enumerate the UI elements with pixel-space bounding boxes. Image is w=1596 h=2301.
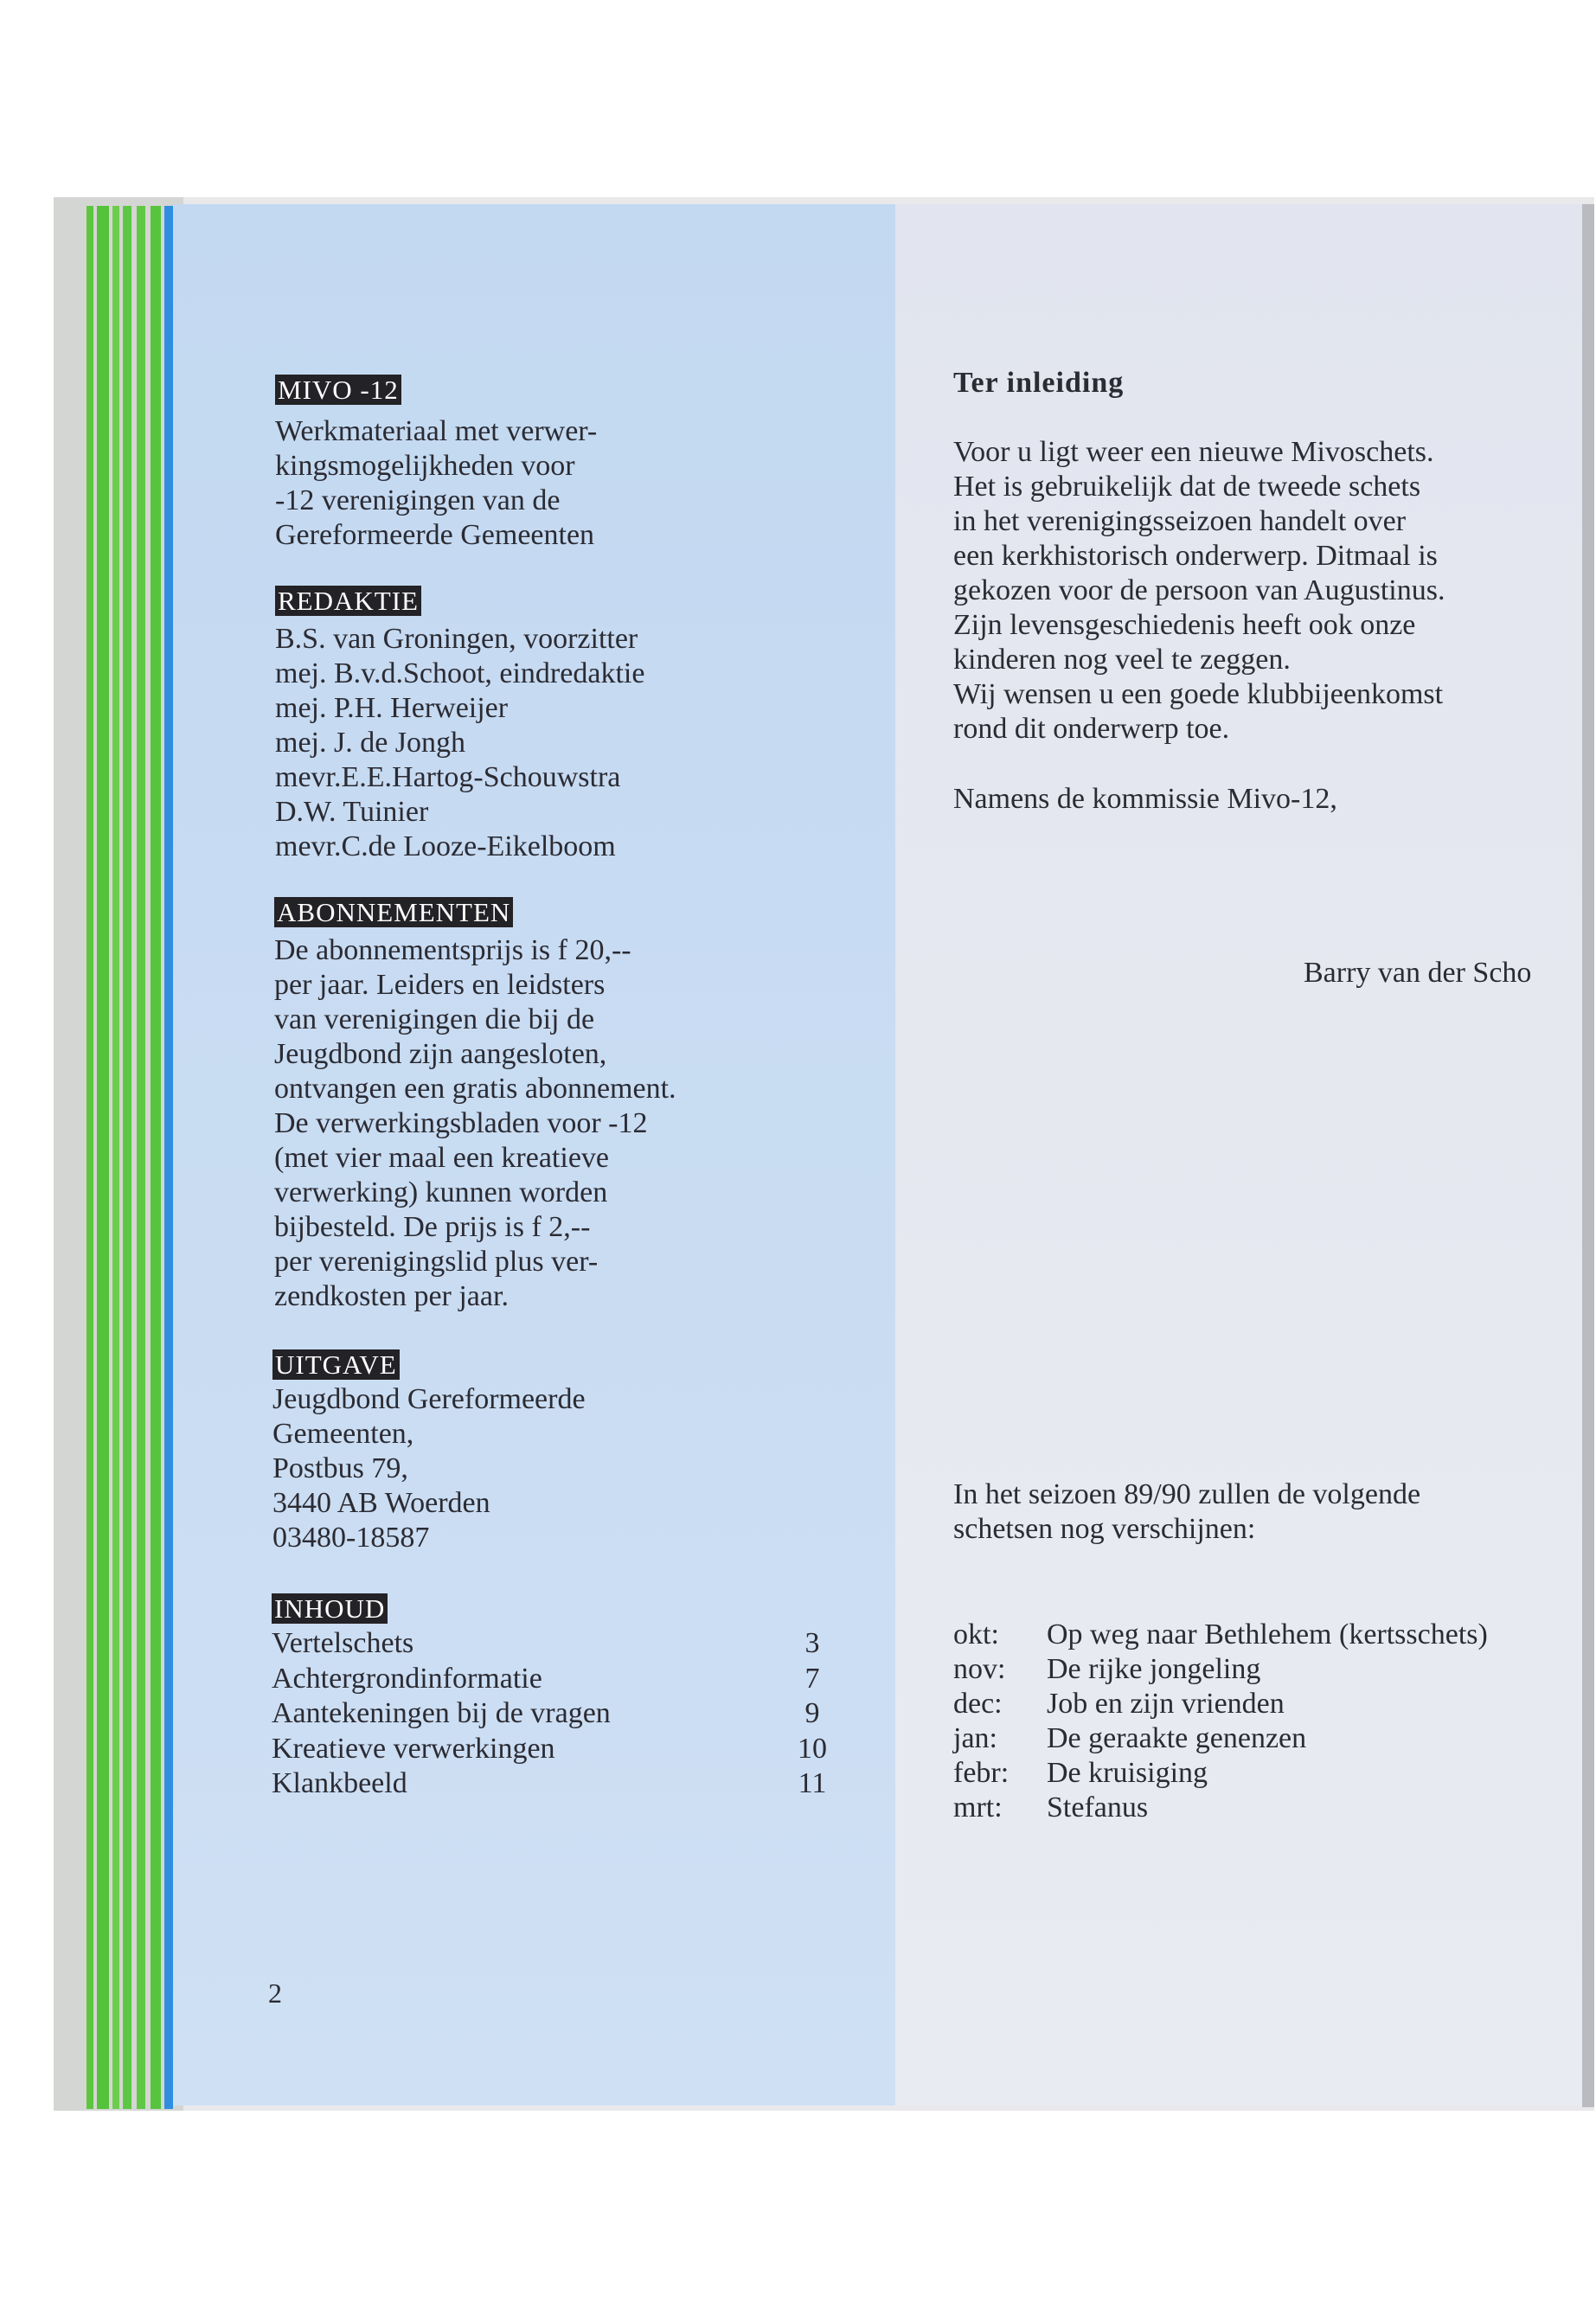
- schedule-month: dec:: [953, 1688, 1003, 1720]
- redaktie-member: B.S. van Groningen, voorzitter: [275, 623, 638, 655]
- schedule-row: [953, 1756, 1488, 1791]
- redaktie-heading: REDAKTIE: [275, 586, 421, 616]
- intro-line: Zijn levensgeschiedenis heeft ook onze: [953, 609, 1416, 641]
- schedule-list: [953, 1618, 1488, 1825]
- schedule-month: jan:: [953, 1722, 997, 1754]
- schedule-row: [953, 1687, 1488, 1721]
- inhoud-heading: INHOUD: [272, 1593, 388, 1624]
- intro-title: Ter inleiding: [953, 367, 1125, 399]
- page-edge-strip: [97, 206, 109, 2109]
- abonnementen-line: ontvangen een gratis abonnement.: [274, 1073, 676, 1105]
- toc-page: 3: [804, 1627, 820, 1659]
- schedule-row: [953, 1618, 1488, 1652]
- mivo-line: kingsmogelijkheden voor: [275, 450, 575, 482]
- toc-page: 11: [798, 1767, 827, 1799]
- right-page-edge: [1582, 204, 1594, 2107]
- intro-line: rond dit onderwerp toe.: [953, 713, 1230, 745]
- abonnementen-line: per jaar. Leiders en leidsters: [274, 969, 606, 1001]
- page-edge-strip: [151, 206, 161, 2109]
- toc-row: [272, 1696, 834, 1732]
- intro-line: Het is gebruikelijk dat de tweede schets: [953, 471, 1421, 503]
- uitgave-heading: UITGAVE: [272, 1349, 400, 1380]
- uitgave-line: Postbus 79,: [272, 1452, 408, 1484]
- page-number: 2: [268, 1977, 282, 2009]
- abonnementen-line: Jeugdbond zijn aangesloten,: [274, 1038, 607, 1070]
- page-edge-strip: [87, 206, 93, 2109]
- redaktie-member: mevr.C.de Looze-Eikelboom: [275, 830, 616, 862]
- page-edge-strip: [137, 206, 145, 2109]
- intro-line: Voor u ligt weer een nieuwe Mivoschets.: [953, 436, 1434, 468]
- redaktie-member: mej. B.v.d.Schoot, eindredaktie: [275, 657, 645, 689]
- toc-page: 7: [804, 1662, 820, 1695]
- toc-page: 9: [804, 1697, 820, 1729]
- mivo-line: -12 verenigingen van de: [275, 484, 561, 516]
- toc-label: Klankbeeld: [272, 1767, 407, 1799]
- intro-line: kinderen nog veel te zeggen.: [953, 644, 1291, 676]
- redaktie-member: mevr.E.E.Hartog-Schouwstra: [275, 761, 621, 793]
- abonnementen-line: zendkosten per jaar.: [274, 1280, 509, 1312]
- intro-line: een kerkhistorisch onderwerp. Ditmaal is: [953, 540, 1438, 572]
- abonnementen-line: van verenigingen die bij de: [274, 1003, 595, 1035]
- schedule-title: Stefanus: [1047, 1791, 1149, 1823]
- page-edge-strip: [112, 206, 119, 2109]
- uitgave-line: 3440 AB Woerden: [272, 1487, 490, 1519]
- schedule-month: febr:: [953, 1757, 1010, 1789]
- schedule-title: De rijke jongeling: [1047, 1653, 1261, 1685]
- schedule-title: Job en zijn vrienden: [1047, 1688, 1285, 1720]
- redaktie-member: mej. J. de Jongh: [275, 727, 466, 759]
- intro-line: in het verenigingsseizoen handelt over: [953, 505, 1407, 537]
- page-edge-strip-blue: [164, 206, 173, 2109]
- season-intro-line: In het seizoen 89/90 zullen de volgende: [953, 1478, 1421, 1510]
- abonnementen-line: per verenigingslid plus ver-: [274, 1246, 599, 1278]
- mivo-line: Gereformeerde Gemeenten: [275, 519, 595, 551]
- schedule-month: okt:: [953, 1618, 999, 1650]
- abonnementen-line: bijbesteld. De prijs is f 2,--: [274, 1211, 591, 1243]
- mivo-line: Werkmateriaal met verwer-: [275, 415, 598, 447]
- toc-page: 10: [798, 1732, 827, 1765]
- toc-label: Achtergrondinformatie: [272, 1662, 542, 1695]
- uitgave-line: 03480-18587: [272, 1522, 430, 1554]
- toc-label: Aantekeningen bij de vragen: [272, 1697, 611, 1729]
- uitgave-line: Gemeenten,: [272, 1418, 414, 1450]
- abonnementen-heading: ABONNEMENTEN: [274, 897, 513, 927]
- toc-label: Kreatieve verwerkingen: [272, 1732, 555, 1765]
- intro-line: gekozen voor de persoon van Augustinus.: [953, 574, 1445, 606]
- schedule-row: [953, 1652, 1488, 1687]
- season-intro-line: schetsen nog verschijnen:: [953, 1513, 1256, 1545]
- abonnementen-line: De abonnementsprijs is f 20,--: [274, 934, 631, 966]
- abonnementen-line: De verwerkingsbladen voor -12: [274, 1107, 648, 1139]
- abonnementen-line: verwerking) kunnen worden: [274, 1176, 608, 1208]
- toc-label: Vertelschets: [272, 1627, 414, 1659]
- schedule-month: mrt:: [953, 1791, 1003, 1823]
- schedule-month: nov:: [953, 1653, 1006, 1685]
- signature: Barry van der Scho: [1304, 957, 1532, 989]
- intro-line: Wij wensen u een goede klubbijeenkomst: [953, 678, 1444, 710]
- toc-row: [272, 1732, 834, 1767]
- mivo-heading: MIVO -12: [275, 375, 401, 405]
- uitgave-line: Jeugdbond Gereformeerde: [272, 1383, 586, 1415]
- toc-row: [272, 1766, 834, 1802]
- closing-line: Namens de kommissie Mivo-12,: [953, 783, 1337, 815]
- toc-row: [272, 1626, 834, 1662]
- schedule-title: Op weg naar Bethlehem (kertsschets): [1047, 1618, 1488, 1650]
- redaktie-member: D.W. Tuinier: [275, 796, 429, 828]
- redaktie-member: mej. P.H. Herweijer: [275, 692, 509, 724]
- table-of-contents: [272, 1626, 834, 1802]
- toc-row: [272, 1662, 834, 1697]
- abonnementen-line: (met vier maal een kreatieve: [274, 1142, 609, 1174]
- schedule-row: [953, 1721, 1488, 1756]
- schedule-title: De kruisiging: [1047, 1757, 1208, 1789]
- page-edge-strip: [123, 206, 131, 2109]
- schedule-row: [953, 1791, 1488, 1825]
- schedule-title: De geraakte genenzen: [1047, 1722, 1307, 1754]
